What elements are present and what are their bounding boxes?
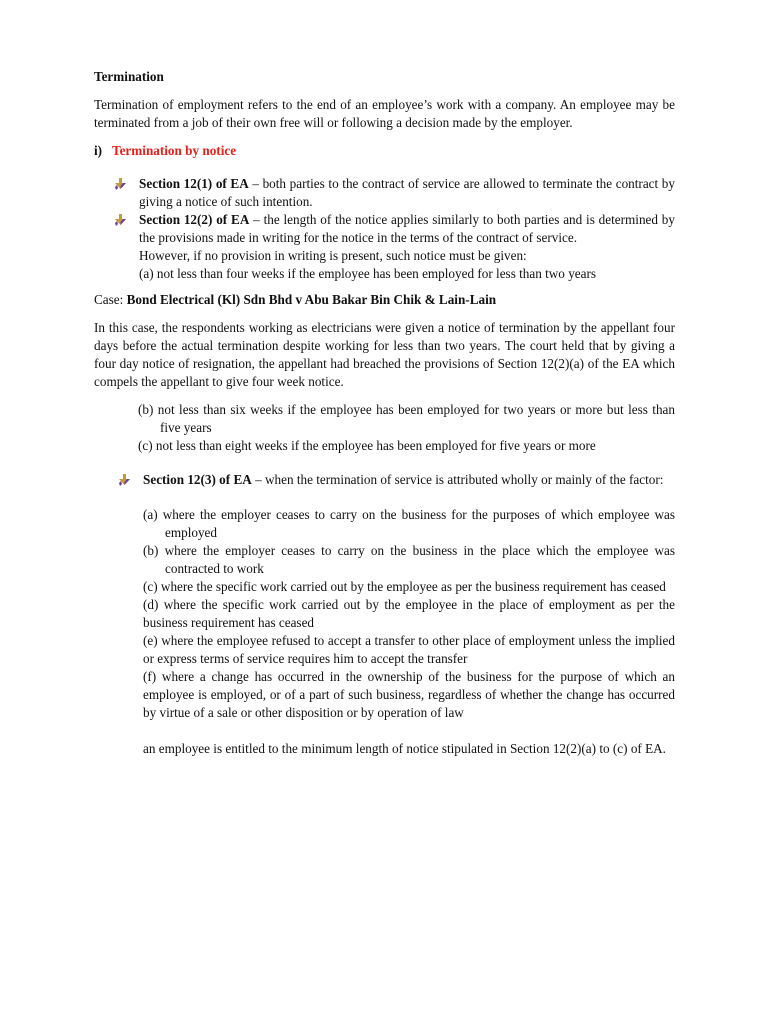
notice-item-c: (c) not less than eight weeks if the employee has been employed for five years or more xyxy=(138,438,596,453)
intro-paragraph: Termination of employment refers to the end of an employee’s work with a company. An employee may be terminated from a job of their own free will or following a decision made by the employer. xyxy=(94,97,675,130)
case-name: Bond Electrical (Kl) Sdn Bhd v Abu Bakar Bin Chik & Lain-Lain xyxy=(126,292,497,307)
factor-item-c: (c) where the specific work carried out by the employee as per the business requirement has ceased xyxy=(143,579,666,594)
document-page xyxy=(94,68,675,758)
notice-item-b: (b) not less than six weeks if the employee has been employed for two years or more but less than five years xyxy=(138,402,675,435)
notice-note: However, if no provision in writing is present, such notice must be given: xyxy=(139,248,527,263)
bullet-section-12-3 xyxy=(94,471,675,489)
bullet-text: – when the termination of service is attributed wholly or mainly of the factor: xyxy=(251,472,664,487)
factor-item-d: (d) where the specific work carried out by the employee in the place of employment as per the business requirement has ceased xyxy=(143,597,675,630)
factor-list xyxy=(94,506,675,722)
section-number: i) xyxy=(94,143,103,158)
factor-item-f: (f) where a change has occurred in the ownership of the business for the purpose of which an employee is employed, or of a part of such business, regardless of whether the change has occurred by virtue of a sale or other disposition or by operation of law xyxy=(143,669,675,720)
bullet-section-12-2 xyxy=(94,211,675,247)
bullet-text: – both parties to the contract of service are allowed to terminate the contract by giving a notice of such intention. xyxy=(139,176,675,209)
case-paragraph: In this case, the respondents working as electricians were given a notice of termination by the appellant four days before the actual termination despite working for less than two years. The court held that by giving a four day notice of resignation, the appellant had breached the provisions of Section 12(2)(a) of the EA which compels the appellant to give four week notice. xyxy=(94,320,675,389)
factor-item-a: (a) where the employer ceases to carry on the business for the purposes of which employee was employed xyxy=(143,507,675,540)
bullet-bold-label: Section 12(1) of EA xyxy=(139,176,249,191)
bullet-arrow-icon xyxy=(114,178,127,190)
bullet-section-12-1 xyxy=(94,175,675,211)
factor-item-b: (b) where the employer ceases to carry on the business in the place which the employee was contracted to work xyxy=(143,543,675,576)
case-label: Case: xyxy=(94,292,127,307)
case-title xyxy=(94,291,675,309)
document-title: Termination xyxy=(94,69,164,84)
bullet-arrow-icon xyxy=(118,474,131,486)
factor-item-e: (e) where the employee refused to accept a transfer to other place of employment unless the implied or express terms of service requires him to accept the transfer xyxy=(143,633,675,666)
closing-paragraph: an employee is entitled to the minimum length of notice stipulated in Section 12(2)(a) to (c) of EA. xyxy=(143,741,666,756)
bullet-text: – the length of the notice applies similarly to both parties and is determined by the provisions made in writing for the notice in the terms of the contract of service. xyxy=(139,212,675,245)
bullet-bold-label: Section 12(2) of EA xyxy=(139,212,250,227)
notice-item-a: (a) not less than four weeks if the employee has been employed for less than two years xyxy=(139,266,597,281)
notice-item-a-wrap xyxy=(94,265,675,283)
section-heading xyxy=(94,142,675,160)
bullet-arrow-icon xyxy=(114,214,127,226)
section-heading-text: Termination by notice xyxy=(112,143,237,158)
bullet-bold-label: Section 12(3) of EA xyxy=(143,472,252,487)
